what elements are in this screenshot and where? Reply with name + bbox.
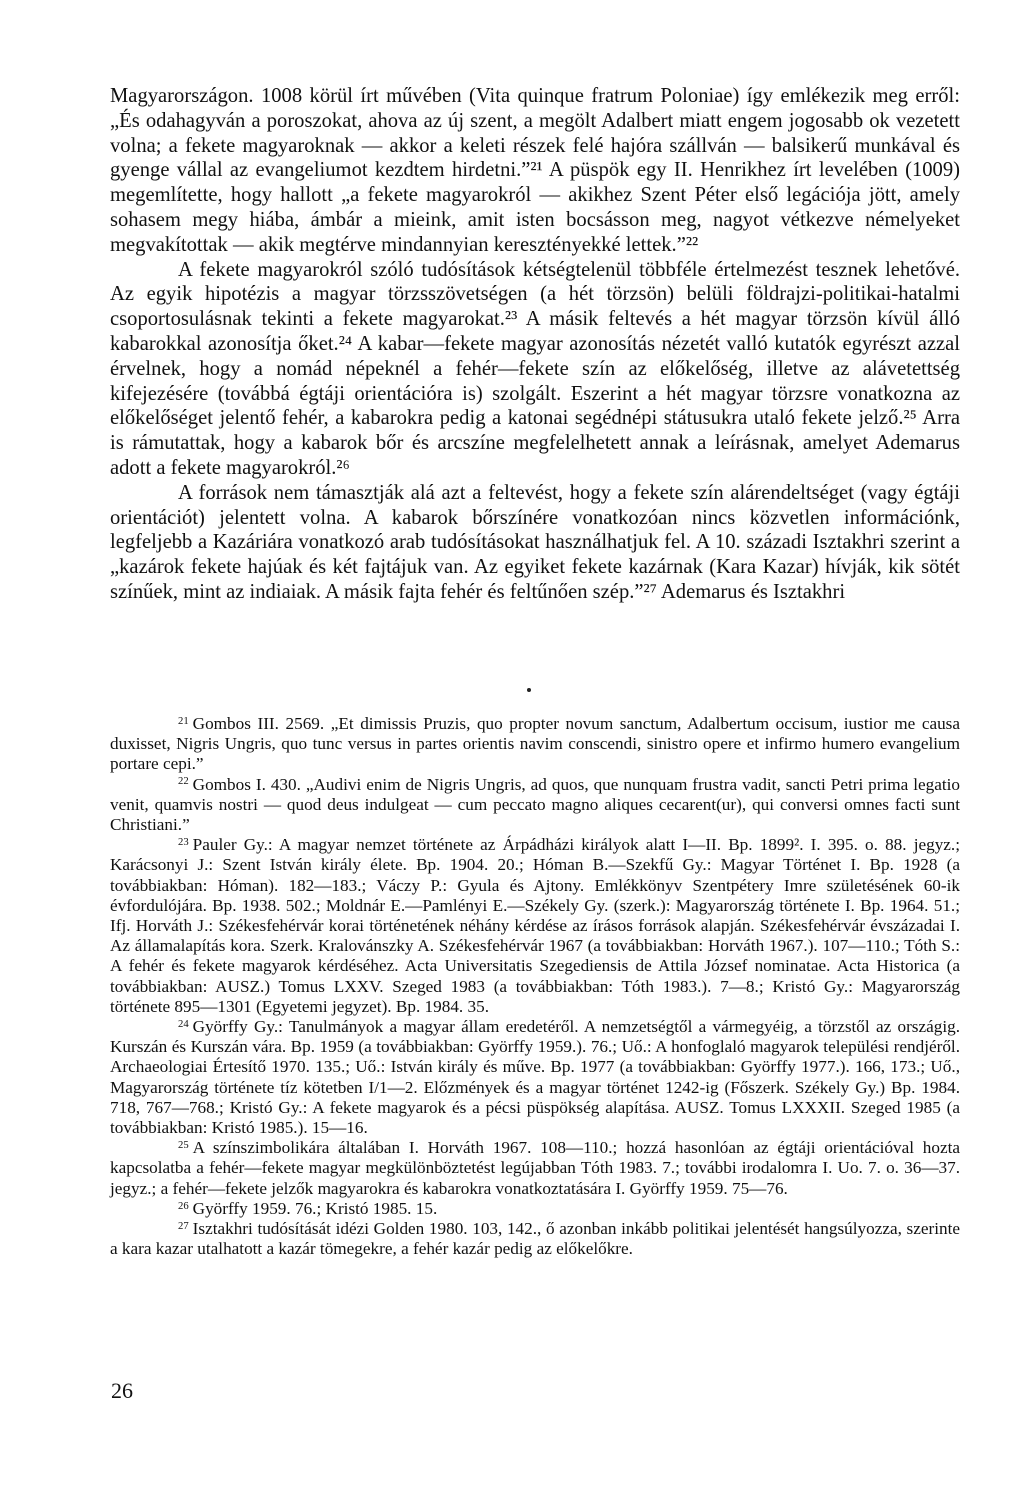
footnote <box>110 714 960 775</box>
body-text <box>110 84 960 605</box>
footnote <box>110 1219 960 1259</box>
footnote <box>110 775 960 836</box>
footnote-text: Gombos III. 2569. „Et dimissis Pruzis, quo propter novum sanctum, Adalbertum occisum, iustior me causa duxisset, Nigris Ungris, quo tunc versus in partes orientis navim conscendi, sinistro opere et infirmo humero evangelium portare cepi.” <box>110 714 960 774</box>
footnote <box>110 1017 960 1138</box>
footnote-number: 23 <box>178 836 189 848</box>
paragraph: A fekete magyarokról szóló tudósítások kétségtelenül többféle értelmezést tesznek lehetővé. Az egyik hipotézis a magyar törzsszövetségen (a hét törzsön) belüli földrajzi-politikai-hatalmi csoportosulásnak tekinti a fekete magyarokat.²³ A másik feltevés a hét magyar törzsön kívül álló kabarokkal azonosítja őket.²⁴ A kabar—fekete magyar azonosítás nézetét valló kutatók egyrészt azzal érvelnek, hogy a nomád népeknél a fehér—fekete szín az előkelőség, illetve az alávetettség kifejezésére (továbbá égtáji orientációra is) szolgált. Eszerint a hét magyar törzsre vonatkozna az előkelőséget jelentő fehér, a kabarokra pedig a katonai segédnépi státusukra utaló fekete jelző.²⁵ Arra is rámutattak, hogy a kabarok bőr és arcszíne megfelelhetett annak a leírásnak, amelyet Ademarus adott a fekete magyarokról.²⁶ <box>110 258 960 479</box>
footnote-number: 26 <box>178 1200 189 1212</box>
footnote-text: Györffy Gy.: Tanulmányok a magyar állam eredetéről. A nemzetségtől a vármegyéig, a törzstől az országig. Kurszán és Kurszán vára. Bp. 1959 (a továbbiakban: Györffy 1959.). 76.; Uő.: A honfoglaló magyarok települési rendjéről. Archaeologiai Értesítő 1970. 135.; Uő.: István király és műve. Bp. 1977 (a továbbiakban: Györffy 1977.). 166, 173.; Uő., Magyarország története tíz kötetben I/1—2. Előzmények és a magyar történet 1242-ig (Főszerk. Székely Gy.) Bp. 1984. 718, 767—768.; Kristó Gy.: A fekete magyarok és a pécsi püspökség alapítása. AUSZ. Tomus LXXXII. Szeged 1985 (a továbbiakban: Kristó 1985.). 15—16. <box>110 1017 960 1138</box>
main-text <box>110 84 960 605</box>
separator-dot <box>527 688 531 692</box>
footnote-number: 24 <box>178 1018 189 1030</box>
footnote-text: Gombos I. 430. „Audivi enim de Nigris Ungris, ad quos, que nunquam frustra vadit, sancti Petri prima legatio venit, quamvis nostri — quod deus indulgeat — cum peccato magno aliques cecarent(ur), qui conversi omnes facti sunt Christiani.” <box>110 774 960 835</box>
paragraph: Magyarországon. 1008 körül írt művében (Vita quinque fratrum Poloniae) így emlékezik meg erről: „És odahagyván a poroszokat, ahova az új szent, a megölt Adalbert miatt engem jogosabb ok vezetett volna; a fekete magyaroknak — akkor a keleti részek felé hajóra szállván — balsikerű munkával és gyenge vállal az evangeliumot kezdtem hirdetni.”²¹ A püspök egy II. Henrikhez írt levelében (1009) megemlítette, hogy hallott „a fekete magyarokról — akikhez Szent Péter első legációja jött, amely sohasem megy hiába, ámbár a mieink, amit isten bocsásson meg, nagyot vétkezve némelyeket megvakítottak — akik megtérve mindannyian keresztényekké lettek.”²² <box>110 85 960 256</box>
footnote <box>110 835 960 1017</box>
paragraph: A források nem támasztják alá azt a feltevést, hogy a fekete szín alárendeltséget (vagy égtáji orientációt) jelentett volna. A kabarok bőrszínére vonatkozóan nincs közvetlen információnk, legfeljebb a Kazáriára vonatkozó arab tudósításokat használhatjuk fel. A 10. századi Isztakhri szerint a „kazárok fekete hajúak és két fajtájuk van. Az egyiket fekete kazárnak (Kara Kazar) hívják, kik sötét színűek, mint az indiaiak. A másik fajta fehér és feltűnően szép.”²⁷ Ademarus és Isztakhri <box>110 481 960 603</box>
footnote-number: 21 <box>178 715 189 727</box>
footnotes <box>110 714 960 1259</box>
footnote-number: 22 <box>178 776 189 788</box>
footnote-text: Pauler Gy.: A magyar nemzet története az Árpádházi királyok alatt I—II. Bp. 1899². I. 395. o. 88. jegyz.; Karácsonyi J.: Szent István király élete. Bp. 1904. 20.; Hóman B.—Szekfű Gy.: Magyar Történet I. Bp. 1928 (a továbbiakban: Hóman). 182—183.; Váczy P.: Gyula és Ajtony. Emlékkönyv Szentpétery Imre születésének 60-ik évfordulójára. Bp. 1938. 502.; Moldnár E.—Pamlényi E.—Székely Gy. (szerk.): Magyarország története I. Bp. 1964. 51.; Ifj. Horváth J.: Székesfehérvár korai történetének néhány kérdése az írásos források alapján. Székesfehérvár évszázadai I. Az államalapítás kora. Szerk. Kralovánszky A. Székesfehérvár 1967 (a továbbiakban: Horváth 1967.). 107—110.; Tóth S.: A fehér és fekete magyarok kérdéséhez. Acta Universitatis Szegediensis de Attila József nominatae. Acta Historica (a továbbiakban: AUSZ.) Tomus LXXV. Szeged 1983 (a továbbiakban: Tóth 1983.). 7—8.; Kristó Gy.: Magyarország története 895—1301 (Egyetemi jegyzet). Bp. 1984. 35. <box>110 835 960 1016</box>
footnote-number: 25 <box>178 1139 189 1151</box>
footnote-text: A színszimbolikára általában I. Horváth 1967. 108—110.; hozzá hasonlóan az égtáji orientációval hozta kapcsolatba a fehér—fekete magyar megkülönböztetést legújabban Tóth 1983. 7.; további irodalomra I. Uo. 7. o. 36—37. jegyz.; a fehér—fekete jelzők magyarokra és kabarokra vonatkoztatására I. Györffy 1959. 75—76. <box>110 1138 960 1198</box>
footnote-text: Györffy 1959. 76.; Kristó 1985. 15. <box>192 1198 438 1218</box>
page-number: 26 <box>111 1378 133 1403</box>
footnote <box>110 1138 960 1199</box>
footnote <box>110 1199 960 1219</box>
footnote-text: Isztakhri tudósítását idézi Golden 1980. 103, 142., ő azonban inkább politikai jelentését hangsúlyozza, szerinte a kara kazar utalhatott a kazár tömegekre, a fehér kazár pedig az előkelőkre. <box>110 1219 960 1259</box>
footnote-number: 27 <box>178 1220 189 1232</box>
